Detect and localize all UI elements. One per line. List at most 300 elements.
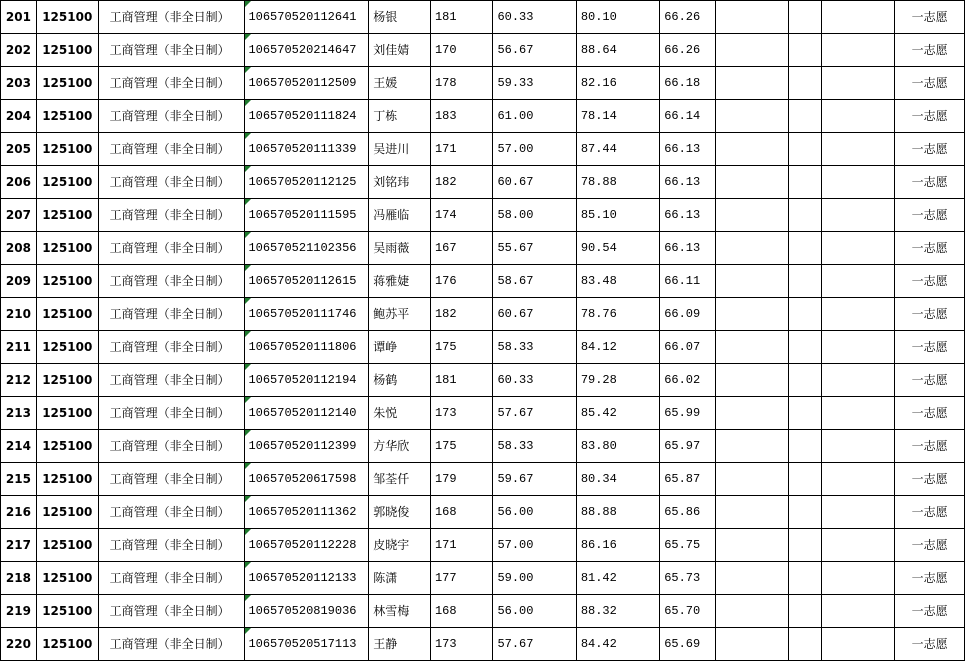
written-weighted-cell[interactable]: 56.67 (493, 34, 576, 67)
exam-number-cell[interactable] (245, 430, 369, 463)
major-code-cell[interactable]: 125100 (36, 595, 98, 628)
text-format-marker-icon (245, 496, 251, 502)
candidate-name-cell[interactable]: 王媛 (369, 67, 431, 100)
total-score-cell[interactable]: 65.86 (660, 496, 716, 529)
exam-number-cell[interactable] (245, 199, 369, 232)
total-score-cell[interactable]: 65.70 (660, 595, 716, 628)
seq-cell[interactable]: 207 (1, 199, 37, 232)
empty-cell[interactable] (788, 67, 822, 100)
major-name-cell[interactable]: 工商管理（非全日制） (98, 133, 245, 166)
total-score-cell[interactable]: 66.09 (660, 298, 716, 331)
written-score-cell[interactable]: 175 (430, 430, 492, 463)
exam-number-cell[interactable] (245, 1, 369, 34)
exam-number-text: 106570520112228 (248, 538, 357, 552)
seq-cell[interactable]: 211 (1, 331, 37, 364)
written-score-cell[interactable]: 168 (430, 496, 492, 529)
written-weighted-cell[interactable]: 56.00 (493, 595, 576, 628)
major-code-cell[interactable]: 125100 (36, 232, 98, 265)
candidate-name-cell[interactable]: 吴进川 (369, 133, 431, 166)
total-score-cell[interactable]: 65.97 (660, 430, 716, 463)
empty-cell[interactable] (788, 199, 822, 232)
preference-cell[interactable]: 一志愿 (895, 199, 965, 232)
major-code-cell[interactable]: 125100 (36, 133, 98, 166)
major-code-cell[interactable]: 125100 (36, 529, 98, 562)
seq-cell[interactable]: 213 (1, 397, 37, 430)
empty-cell[interactable] (788, 397, 822, 430)
text-format-marker-icon (245, 562, 251, 568)
candidate-name-cell[interactable]: 郭晓俊 (369, 496, 431, 529)
exam-number-cell[interactable] (245, 100, 369, 133)
empty-cell[interactable] (822, 133, 895, 166)
total-score-cell[interactable]: 65.99 (660, 397, 716, 430)
seq-cell[interactable]: 209 (1, 265, 37, 298)
seq-cell[interactable]: 218 (1, 562, 37, 595)
total-score-cell[interactable]: 66.13 (660, 199, 716, 232)
major-code-cell[interactable]: 125100 (36, 265, 98, 298)
preference-cell[interactable]: 一志愿 (895, 1, 965, 34)
preference-cell[interactable]: 一志愿 (895, 496, 965, 529)
exam-number-text: 106570520111746 (248, 307, 357, 321)
seq-cell[interactable]: 204 (1, 100, 37, 133)
seq-cell[interactable]: 208 (1, 232, 37, 265)
major-code-cell[interactable]: 125100 (36, 562, 98, 595)
major-code-cell[interactable]: 125100 (36, 364, 98, 397)
candidate-name-cell[interactable]: 邹荃仟 (369, 463, 431, 496)
written-weighted-cell[interactable]: 60.33 (493, 364, 576, 397)
empty-cell[interactable] (822, 298, 895, 331)
exam-number-text: 106570520111824 (248, 109, 357, 123)
written-score-cell[interactable]: 181 (430, 1, 492, 34)
preference-cell[interactable]: 一志愿 (895, 34, 965, 67)
empty-cell[interactable] (715, 34, 788, 67)
empty-cell[interactable] (822, 595, 895, 628)
major-name-cell[interactable]: 工商管理（非全日制） (98, 100, 245, 133)
empty-cell[interactable] (715, 463, 788, 496)
exam-number-text: 106570520112125 (248, 175, 357, 189)
exam-number-text: 106570520112509 (248, 76, 357, 90)
exam-number-cell[interactable] (245, 562, 369, 595)
table-row (1, 397, 965, 430)
empty-cell[interactable] (715, 364, 788, 397)
empty-cell[interactable] (715, 265, 788, 298)
exam-number-cell[interactable] (245, 265, 369, 298)
empty-cell[interactable] (715, 430, 788, 463)
total-score-cell[interactable]: 65.75 (660, 529, 716, 562)
major-name-cell[interactable]: 工商管理（非全日制） (98, 430, 245, 463)
table-row (1, 430, 965, 463)
empty-cell[interactable] (788, 232, 822, 265)
candidate-name-cell[interactable]: 杨银 (369, 1, 431, 34)
major-code-cell[interactable]: 125100 (36, 1, 98, 34)
interview-score-cell[interactable]: 80.10 (576, 1, 659, 34)
total-score-cell[interactable]: 66.14 (660, 100, 716, 133)
candidate-name-cell[interactable]: 朱悦 (369, 397, 431, 430)
seq-cell[interactable]: 215 (1, 463, 37, 496)
exam-number-text: 106570520112140 (248, 406, 357, 420)
empty-cell[interactable] (822, 265, 895, 298)
written-score-cell[interactable]: 178 (430, 67, 492, 100)
major-name-cell[interactable]: 工商管理（非全日制） (98, 562, 245, 595)
major-name-cell[interactable]: 工商管理（非全日制） (98, 265, 245, 298)
written-score-cell[interactable]: 177 (430, 562, 492, 595)
interview-score-cell[interactable]: 88.88 (576, 496, 659, 529)
written-score-cell[interactable]: 171 (430, 529, 492, 562)
table-row (1, 562, 965, 595)
total-score-cell[interactable]: 66.13 (660, 232, 716, 265)
total-score-cell[interactable]: 66.26 (660, 34, 716, 67)
exam-number-text: 106570520617598 (248, 472, 357, 486)
empty-cell[interactable] (715, 298, 788, 331)
total-score-cell[interactable]: 66.26 (660, 1, 716, 34)
seq-cell[interactable]: 201 (1, 1, 37, 34)
major-code-cell[interactable]: 125100 (36, 298, 98, 331)
empty-cell[interactable] (822, 430, 895, 463)
major-name-cell[interactable]: 工商管理（非全日制） (98, 496, 245, 529)
empty-cell[interactable] (715, 562, 788, 595)
exam-number-cell[interactable] (245, 34, 369, 67)
interview-score-cell[interactable]: 85.42 (576, 397, 659, 430)
empty-cell[interactable] (822, 562, 895, 595)
table-row (1, 298, 965, 331)
exam-number-cell[interactable] (245, 364, 369, 397)
seq-cell[interactable]: 203 (1, 67, 37, 100)
written-weighted-cell[interactable]: 59.33 (493, 67, 576, 100)
interview-score-cell[interactable]: 88.64 (576, 34, 659, 67)
major-name-cell[interactable]: 工商管理（非全日制） (98, 529, 245, 562)
total-score-cell[interactable]: 65.87 (660, 463, 716, 496)
written-weighted-cell[interactable]: 57.00 (493, 133, 576, 166)
empty-cell[interactable] (788, 133, 822, 166)
exam-number-cell[interactable] (245, 166, 369, 199)
written-score-cell[interactable]: 167 (430, 232, 492, 265)
candidate-name-cell[interactable]: 林雪梅 (369, 595, 431, 628)
written-weighted-cell[interactable]: 58.67 (493, 265, 576, 298)
empty-cell[interactable] (715, 133, 788, 166)
candidate-name-cell[interactable]: 杨鹤 (369, 364, 431, 397)
major-code-cell[interactable]: 125100 (36, 199, 98, 232)
table-row (1, 199, 965, 232)
empty-cell[interactable] (715, 496, 788, 529)
candidate-name-cell[interactable]: 方华欣 (369, 430, 431, 463)
empty-cell[interactable] (788, 595, 822, 628)
empty-cell[interactable] (822, 397, 895, 430)
major-name-cell[interactable]: 工商管理（非全日制） (98, 298, 245, 331)
major-code-cell[interactable]: 125100 (36, 430, 98, 463)
seq-cell[interactable]: 202 (1, 34, 37, 67)
exam-number-cell[interactable] (245, 463, 369, 496)
written-score-cell[interactable]: 183 (430, 100, 492, 133)
written-weighted-cell[interactable]: 60.67 (493, 166, 576, 199)
interview-score-cell[interactable]: 79.28 (576, 364, 659, 397)
preference-cell[interactable]: 一志愿 (895, 298, 965, 331)
written-weighted-cell[interactable]: 60.67 (493, 298, 576, 331)
written-score-cell[interactable]: 173 (430, 628, 492, 661)
empty-cell[interactable] (822, 628, 895, 661)
preference-cell[interactable]: 一志愿 (895, 397, 965, 430)
written-score-cell[interactable]: 168 (430, 595, 492, 628)
interview-score-cell[interactable]: 83.80 (576, 430, 659, 463)
total-score-cell[interactable]: 65.69 (660, 628, 716, 661)
major-name-cell[interactable]: 工商管理（非全日制） (98, 595, 245, 628)
empty-cell[interactable] (822, 463, 895, 496)
major-code-cell[interactable]: 125100 (36, 463, 98, 496)
seq-cell[interactable]: 214 (1, 430, 37, 463)
exam-number-cell[interactable] (245, 331, 369, 364)
seq-cell[interactable]: 219 (1, 595, 37, 628)
empty-cell[interactable] (715, 67, 788, 100)
empty-cell[interactable] (788, 298, 822, 331)
empty-cell[interactable] (715, 100, 788, 133)
written-score-cell[interactable]: 173 (430, 397, 492, 430)
empty-cell[interactable] (788, 562, 822, 595)
empty-cell[interactable] (788, 331, 822, 364)
written-weighted-cell[interactable]: 57.67 (493, 628, 576, 661)
written-weighted-cell[interactable]: 56.00 (493, 496, 576, 529)
interview-score-cell[interactable]: 84.12 (576, 331, 659, 364)
major-code-cell[interactable]: 125100 (36, 628, 98, 661)
written-weighted-cell[interactable]: 57.00 (493, 529, 576, 562)
interview-score-cell[interactable]: 90.54 (576, 232, 659, 265)
table-body (1, 1, 965, 661)
empty-cell[interactable] (822, 529, 895, 562)
exam-number-cell[interactable] (245, 67, 369, 100)
empty-cell[interactable] (822, 166, 895, 199)
seq-cell[interactable]: 217 (1, 529, 37, 562)
empty-cell[interactable] (822, 364, 895, 397)
written-weighted-cell[interactable]: 57.67 (493, 397, 576, 430)
table-row (1, 232, 965, 265)
seq-cell[interactable]: 205 (1, 133, 37, 166)
interview-score-cell[interactable]: 87.44 (576, 133, 659, 166)
preference-cell[interactable]: 一志愿 (895, 595, 965, 628)
empty-cell[interactable] (822, 1, 895, 34)
exam-number-text: 106570520517113 (248, 637, 357, 651)
text-format-marker-icon (245, 232, 251, 238)
empty-cell[interactable] (788, 100, 822, 133)
major-name-cell[interactable]: 工商管理（非全日制） (98, 67, 245, 100)
written-score-cell[interactable]: 176 (430, 265, 492, 298)
major-code-cell[interactable]: 125100 (36, 397, 98, 430)
empty-cell[interactable] (715, 1, 788, 34)
written-score-cell[interactable]: 174 (430, 199, 492, 232)
text-format-marker-icon (245, 529, 251, 535)
exam-number-text: 106570520112641 (248, 10, 357, 24)
major-code-cell[interactable]: 125100 (36, 496, 98, 529)
text-format-marker-icon (245, 331, 251, 337)
exam-number-cell[interactable] (245, 298, 369, 331)
interview-score-cell[interactable]: 82.16 (576, 67, 659, 100)
candidate-name-cell[interactable]: 谭峥 (369, 331, 431, 364)
exam-number-cell[interactable] (245, 397, 369, 430)
candidate-name-cell[interactable]: 王静 (369, 628, 431, 661)
empty-cell[interactable] (788, 496, 822, 529)
empty-cell[interactable] (788, 628, 822, 661)
interview-score-cell[interactable]: 81.42 (576, 562, 659, 595)
total-score-cell[interactable]: 66.13 (660, 133, 716, 166)
empty-cell[interactable] (715, 232, 788, 265)
exam-number-cell[interactable] (245, 595, 369, 628)
written-weighted-cell[interactable]: 61.00 (493, 100, 576, 133)
empty-cell[interactable] (715, 166, 788, 199)
empty-cell[interactable] (788, 1, 822, 34)
interview-score-cell[interactable]: 85.10 (576, 199, 659, 232)
exam-number-text: 106570520112399 (248, 439, 357, 453)
table-row (1, 265, 965, 298)
interview-score-cell[interactable]: 83.48 (576, 265, 659, 298)
preference-cell[interactable]: 一志愿 (895, 166, 965, 199)
exam-number-text: 106570520112615 (248, 274, 357, 288)
candidate-name-cell[interactable]: 刘铭玮 (369, 166, 431, 199)
interview-score-cell[interactable]: 78.76 (576, 298, 659, 331)
written-weighted-cell[interactable]: 58.33 (493, 430, 576, 463)
exam-number-text: 106570520111806 (248, 340, 357, 354)
text-format-marker-icon (245, 364, 251, 370)
preference-cell[interactable]: 一志愿 (895, 529, 965, 562)
written-weighted-cell[interactable]: 59.00 (493, 562, 576, 595)
empty-cell[interactable] (822, 331, 895, 364)
candidate-name-cell[interactable]: 陈潇 (369, 562, 431, 595)
table-row (1, 331, 965, 364)
total-score-cell[interactable]: 65.73 (660, 562, 716, 595)
major-name-cell[interactable]: 工商管理（非全日制） (98, 199, 245, 232)
major-name-cell[interactable]: 工商管理（非全日制） (98, 463, 245, 496)
empty-cell[interactable] (822, 100, 895, 133)
preference-cell[interactable]: 一志愿 (895, 628, 965, 661)
written-weighted-cell[interactable]: 58.33 (493, 331, 576, 364)
table-row (1, 364, 965, 397)
total-score-cell[interactable]: 66.02 (660, 364, 716, 397)
interview-score-cell[interactable]: 86.16 (576, 529, 659, 562)
table-row (1, 166, 965, 199)
exam-number-cell[interactable] (245, 529, 369, 562)
major-name-cell[interactable]: 工商管理（非全日制） (98, 331, 245, 364)
written-score-cell[interactable]: 170 (430, 34, 492, 67)
written-score-cell[interactable]: 179 (430, 463, 492, 496)
empty-cell[interactable] (788, 166, 822, 199)
total-score-cell[interactable]: 66.11 (660, 265, 716, 298)
seq-cell[interactable]: 206 (1, 166, 37, 199)
text-format-marker-icon (245, 595, 251, 601)
empty-cell[interactable] (715, 199, 788, 232)
exam-number-cell[interactable] (245, 496, 369, 529)
seq-cell[interactable]: 212 (1, 364, 37, 397)
preference-cell[interactable]: 一志愿 (895, 67, 965, 100)
total-score-cell[interactable]: 66.07 (660, 331, 716, 364)
exam-number-text: 106570520112133 (248, 571, 357, 585)
text-format-marker-icon (245, 265, 251, 271)
preference-cell[interactable]: 一志愿 (895, 133, 965, 166)
written-weighted-cell[interactable]: 55.67 (493, 232, 576, 265)
text-format-marker-icon (245, 199, 251, 205)
major-code-cell[interactable]: 125100 (36, 67, 98, 100)
candidate-name-cell[interactable]: 丁栋 (369, 100, 431, 133)
interview-score-cell[interactable]: 78.88 (576, 166, 659, 199)
written-score-cell[interactable]: 171 (430, 133, 492, 166)
empty-cell[interactable] (788, 430, 822, 463)
exam-number-text: 106570520112194 (248, 373, 357, 387)
written-score-cell[interactable]: 181 (430, 364, 492, 397)
candidate-name-cell[interactable]: 刘佳婧 (369, 34, 431, 67)
interview-score-cell[interactable]: 88.32 (576, 595, 659, 628)
major-name-cell[interactable]: 工商管理（非全日制） (98, 166, 245, 199)
preference-cell[interactable]: 一志愿 (895, 232, 965, 265)
empty-cell[interactable] (822, 496, 895, 529)
preference-cell[interactable]: 一志愿 (895, 430, 965, 463)
written-score-cell[interactable]: 182 (430, 166, 492, 199)
written-weighted-cell[interactable]: 60.33 (493, 1, 576, 34)
interview-score-cell[interactable]: 80.34 (576, 463, 659, 496)
empty-cell[interactable] (715, 397, 788, 430)
major-code-cell[interactable]: 125100 (36, 166, 98, 199)
empty-cell[interactable] (822, 34, 895, 67)
empty-cell[interactable] (788, 34, 822, 67)
major-name-cell[interactable]: 工商管理（非全日制） (98, 628, 245, 661)
major-name-cell[interactable]: 工商管理（非全日制） (98, 397, 245, 430)
preference-cell[interactable]: 一志愿 (895, 463, 965, 496)
table-row (1, 1, 965, 34)
empty-cell[interactable] (715, 529, 788, 562)
text-format-marker-icon (245, 67, 251, 73)
exam-number-cell[interactable] (245, 628, 369, 661)
candidate-name-cell[interactable]: 皮晓宇 (369, 529, 431, 562)
major-name-cell[interactable]: 工商管理（非全日制） (98, 1, 245, 34)
total-score-cell[interactable]: 66.13 (660, 166, 716, 199)
total-score-cell[interactable]: 66.18 (660, 67, 716, 100)
candidate-name-cell[interactable]: 冯雁临 (369, 199, 431, 232)
candidate-name-cell[interactable]: 蒋雅婕 (369, 265, 431, 298)
exam-number-cell[interactable] (245, 232, 369, 265)
candidate-name-cell[interactable]: 鲍苏平 (369, 298, 431, 331)
preference-cell[interactable]: 一志愿 (895, 265, 965, 298)
interview-score-cell[interactable]: 84.42 (576, 628, 659, 661)
preference-cell[interactable]: 一志愿 (895, 100, 965, 133)
preference-cell[interactable]: 一志愿 (895, 331, 965, 364)
empty-cell[interactable] (715, 331, 788, 364)
interview-score-cell[interactable]: 78.14 (576, 100, 659, 133)
candidate-name-cell[interactable]: 吴雨薇 (369, 232, 431, 265)
major-code-cell[interactable]: 125100 (36, 34, 98, 67)
major-code-cell[interactable]: 125100 (36, 331, 98, 364)
seq-cell[interactable]: 216 (1, 496, 37, 529)
preference-cell[interactable]: 一志愿 (895, 364, 965, 397)
major-name-cell[interactable]: 工商管理（非全日制） (98, 364, 245, 397)
empty-cell[interactable] (715, 595, 788, 628)
seq-cell[interactable]: 210 (1, 298, 37, 331)
seq-cell[interactable]: 220 (1, 628, 37, 661)
empty-cell[interactable] (788, 529, 822, 562)
empty-cell[interactable] (822, 67, 895, 100)
table-row (1, 34, 965, 67)
empty-cell[interactable] (788, 463, 822, 496)
text-format-marker-icon (245, 298, 251, 304)
written-weighted-cell[interactable]: 58.00 (493, 199, 576, 232)
exam-number-cell[interactable] (245, 133, 369, 166)
empty-cell[interactable] (788, 265, 822, 298)
major-code-cell[interactable]: 125100 (36, 100, 98, 133)
empty-cell[interactable] (822, 199, 895, 232)
major-name-cell[interactable]: 工商管理（非全日制） (98, 34, 245, 67)
preference-cell[interactable]: 一志愿 (895, 562, 965, 595)
empty-cell[interactable] (788, 364, 822, 397)
written-score-cell[interactable]: 175 (430, 331, 492, 364)
table-row (1, 529, 965, 562)
written-weighted-cell[interactable]: 59.67 (493, 463, 576, 496)
empty-cell[interactable] (822, 232, 895, 265)
empty-cell[interactable] (715, 628, 788, 661)
text-format-marker-icon (245, 628, 251, 634)
major-name-cell[interactable]: 工商管理（非全日制） (98, 232, 245, 265)
written-score-cell[interactable]: 182 (430, 298, 492, 331)
